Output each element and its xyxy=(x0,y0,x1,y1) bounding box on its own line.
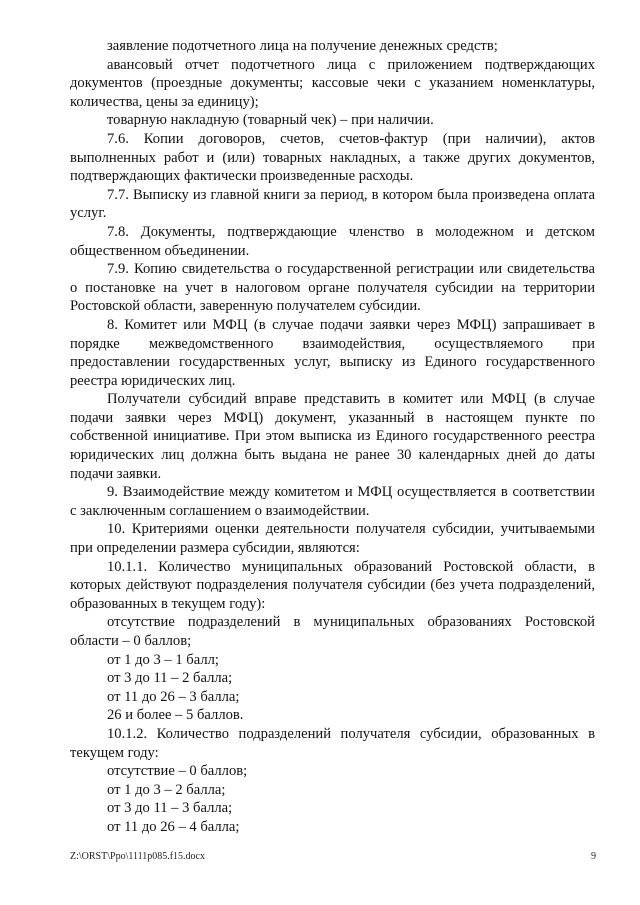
paragraph: 7.7. Выписку из главной книги за период, в котором была произведена оплата услуг. xyxy=(70,186,595,222)
paragraph: отсутствие подразделений в муниципальных образованиях Ростовской области – 0 баллов; xyxy=(70,614,595,649)
list-item: 26 и более – 5 баллов. xyxy=(107,707,244,724)
paragraph: 7.6. Копии договоров, счетов, счетов-фактур (при наличии), актов выполненных работ и (или) товарных накладных, а также других документов, подтверждающих фактически произведенные расходы. xyxy=(70,130,595,185)
paragraph: заявление подотчетного лица на получение денежных средств; xyxy=(107,38,498,54)
list-item: от 1 до 3 – 2 балла; xyxy=(107,781,226,798)
list-item: от 3 до 11 – 3 балла; xyxy=(107,800,233,817)
paragraph: 7.9. Копию свидетельства о государственной регистрации или свидетельства о постановке на учет в налоговом органе получателя субсидии на территории Ростовской области, заверенную получателем субсидии. xyxy=(70,261,595,315)
paragraph: 9. Взаимодействие между комитетом и МФЦ осуществляется в соответствии с заключенным соглашением о взаимодействии. xyxy=(70,484,595,519)
list-item: от 11 до 26 – 3 балла; xyxy=(107,688,240,705)
paragraph: 10.1.2. Количество подразделений получателя субсидии, образованных в текущем году: xyxy=(70,725,595,761)
list-item: от 3 до 11 – 2 балла; xyxy=(107,670,233,687)
paragraph: товарную накладную (товарный чек) – при наличии. xyxy=(107,112,434,129)
paragraph: Получатели субсидий вправе представить в комитет или МФЦ (в случае подачи заявки через МФЦ) документ, указанный в настоящем пункте по собственной инициативе. При этом выписка из Единого государственного реестра юридических лиц должна быть выдана не ранее 30 календарных дней до даты подачи заявки. xyxy=(70,391,595,482)
footer-file-path: Z:\ORST\Ppo\1111p085.f15.docx xyxy=(70,851,205,862)
paragraph: 8. Комитет или МФЦ (в случае подачи заявки через МФЦ) запрашивает в порядке межведомственного взаимодействия, осуществляемого при предоставлении государственных услуг, выписку из Единого государственного реестра юридических лиц. xyxy=(70,316,595,389)
paragraph: авансовый отчет подотчетного лица с приложением подтверждающих документов (проездные документы; кассовые чеки с указанием номенклатуры, количества, цены за единицу); xyxy=(70,56,595,110)
list-item: от 11 до 26 – 4 балла; xyxy=(107,818,240,835)
list-item: от 1 до 3 – 1 балл; xyxy=(107,651,219,668)
paragraph: 10.1.1. Количество муниципальных образований Ростовской области, в которых действуют подразделения получателя субсидии (без учета подразделений, образованных в текущем году): xyxy=(70,558,595,612)
paragraph: 7.8. Документы, подтверждающие членство в молодежном и детском общественном объединении. xyxy=(70,223,595,259)
page-number: 9 xyxy=(591,851,596,862)
paragraph: 10. Критериями оценки деятельности получателя субсидии, учитываемыми при определении размера субсидии, являются: xyxy=(70,521,595,557)
document-body xyxy=(70,37,595,837)
list-item: отсутствие – 0 баллов; xyxy=(107,763,248,780)
